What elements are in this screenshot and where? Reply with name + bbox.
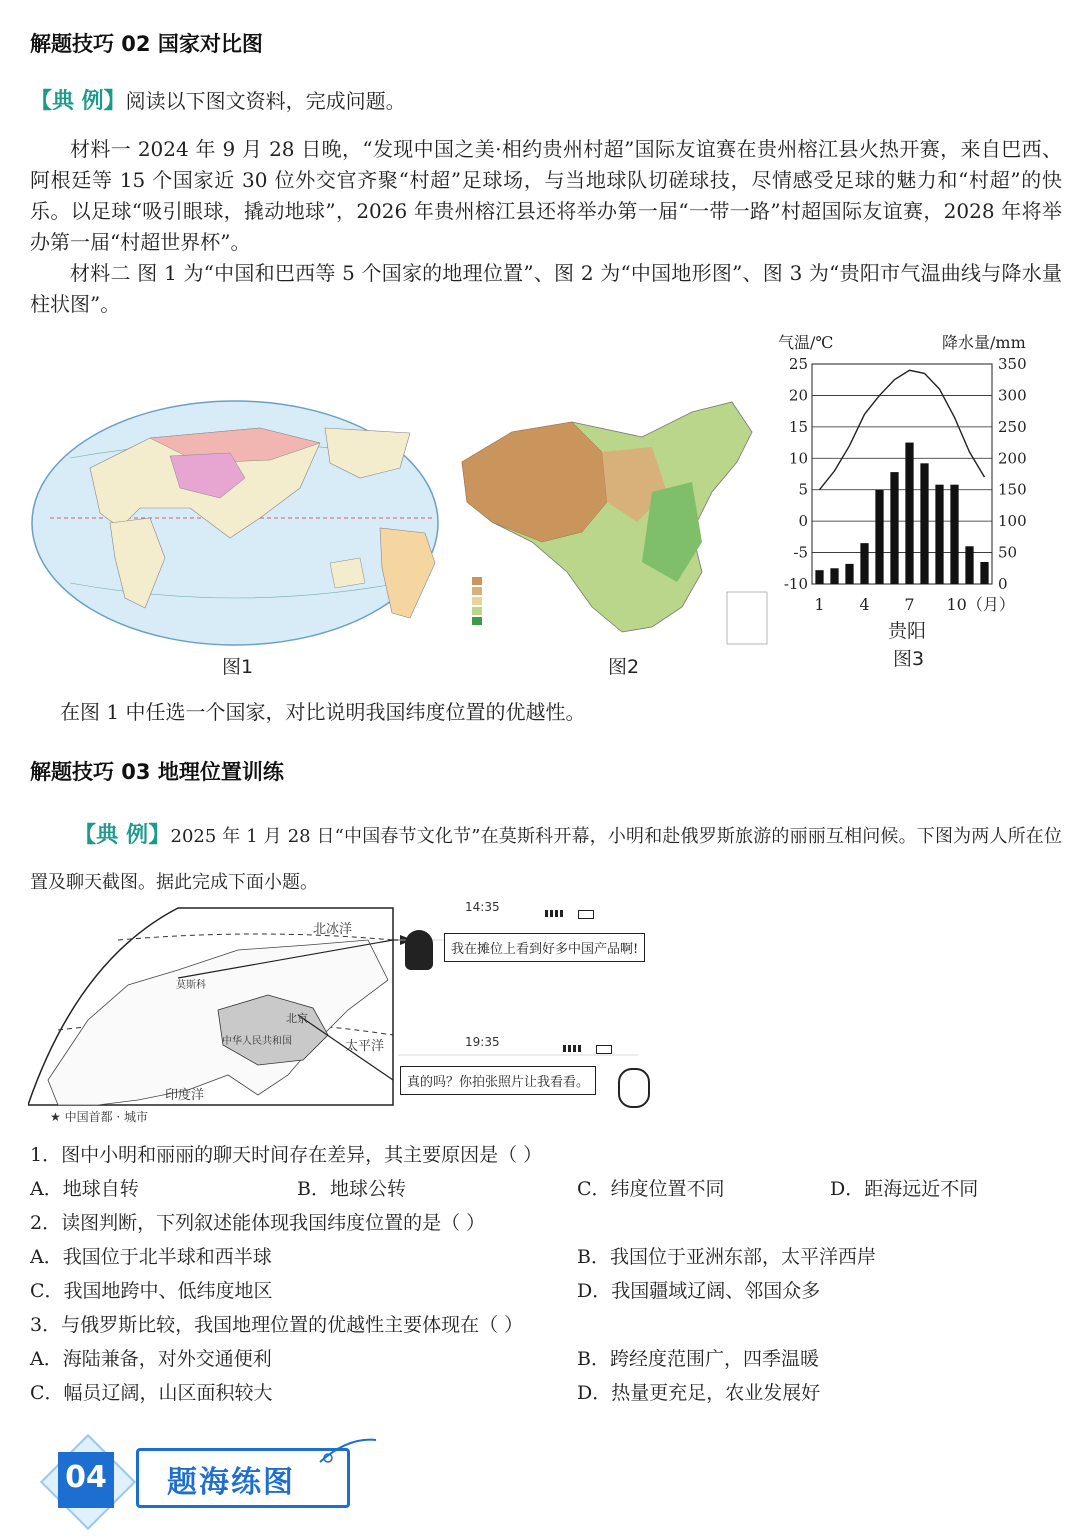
y-right-tick-label: 0: [998, 575, 1008, 593]
question-1-option-d[interactable]: D．距海远近不同: [830, 1178, 979, 1200]
x-tick-label: 1: [814, 595, 825, 614]
precipitation-bar: [935, 485, 943, 584]
map-legend: ★ 中国首都 · 城市: [50, 1110, 149, 1124]
x-tick-label: 4: [859, 595, 870, 614]
question-prompt: 在图 1 中任选一个国家，对比说明我国纬度位置的优越性。: [60, 700, 586, 724]
figure2-caption: 图2: [608, 656, 640, 678]
arctic-ocean-label: 北冰洋: [313, 922, 353, 937]
y-left-tick-label: 20: [788, 386, 808, 405]
figure3-city: 贵阳: [888, 620, 927, 642]
moscow-label: 莫斯科: [176, 980, 206, 991]
y-right-tick-label: 300: [998, 386, 1027, 405]
y-right-tick-label: 100: [998, 512, 1027, 531]
x-tick-label: 7: [904, 595, 915, 614]
figure3-climate-chart: [770, 330, 1050, 630]
precipitation-bar: [890, 472, 898, 584]
section-title-03: 解题技巧 03 地理位置训练: [30, 760, 284, 784]
question-2-stem: 2．读图判断，下列叙述能体现我国纬度位置的是（ ）: [30, 1212, 486, 1234]
chat1-message: 我在摊位上看到好多中国产品啊!: [444, 933, 645, 962]
example-intro: 【典 例】阅读以下图文资料，完成问题。: [30, 88, 406, 114]
y-right-tick-label: 250: [998, 417, 1027, 436]
example-intro-03: 【典 例】2025 年 1 月 28 日“中国春节文化节”在莫斯科开幕，小明和赴俄罗斯旅游的丽丽互相问候。下图为两人所在位置及聊天截图。据此完成下面小题。: [30, 822, 1062, 893]
signal-icon: [545, 910, 565, 917]
precipitation-bar: [860, 543, 868, 584]
china-label: 中华人民共和国: [222, 1036, 292, 1047]
footer-badge: [46, 1440, 126, 1520]
footer-number: 04: [65, 1460, 107, 1495]
y-right-tick-label: 50: [998, 543, 1018, 562]
precipitation-bar: [950, 485, 958, 584]
chat2-time: 19:35: [465, 1035, 500, 1049]
xiaoming-avatar: [618, 1068, 650, 1108]
question-3-option-d[interactable]: D．热量更充足，农业发展好: [577, 1382, 821, 1404]
precipitation-bar: [965, 546, 973, 584]
precipitation-bar: [920, 463, 928, 584]
footer-title: 题海练图: [167, 1465, 295, 1500]
figure2-china-terrain-map: [452, 392, 770, 650]
question-3-option-c[interactable]: C．幅员辽阔，山区面积较大: [30, 1382, 273, 1404]
signal-icon: [563, 1045, 583, 1052]
question-2-option-c[interactable]: C．我国地跨中、低纬度地区: [30, 1280, 273, 1302]
temperature-line: [820, 370, 985, 489]
y-left-tick-label: 25: [788, 355, 808, 373]
precipitation-bar: [905, 443, 913, 584]
question-3-option-a[interactable]: A．海陆兼备，对外交通便利: [30, 1348, 272, 1370]
y-left-tick-label: 10: [788, 449, 808, 468]
plot-frame: [812, 364, 992, 584]
question-1-option-b[interactable]: B．地球公转: [297, 1178, 406, 1200]
question-2-option-b[interactable]: B．我国位于亚洲东部，太平洋西岸: [577, 1246, 876, 1268]
material-two: 材料二 图 1 为“中国和巴西等 5 个国家的地理位置”、图 2 为“中国地形图”、图 3 为“贵阳市气温曲线与降水量柱状图”。: [30, 261, 1062, 316]
section-title-02: 解题技巧 02 国家对比图: [30, 32, 263, 56]
y-right-tick-label: 350: [998, 355, 1027, 373]
question-3-stem: 3．与俄罗斯比较，我国地理位置的优越性主要体现在（ ）: [30, 1314, 524, 1336]
figure1-caption: 图1: [222, 656, 254, 678]
figure3-caption: 图3: [893, 648, 925, 670]
question-2-option-d[interactable]: D．我国疆域辽阔、邻国众多: [577, 1280, 821, 1302]
chat2-message: 真的吗？你拍张照片让我看看。: [400, 1066, 596, 1095]
precipitation-bar: [830, 568, 838, 584]
question-2-option-a[interactable]: A．我国位于北半球和西半球: [30, 1246, 272, 1268]
precipitation-bar: [845, 564, 853, 584]
y-right-tick-label: 200: [998, 449, 1027, 468]
y-right-tick-label: 150: [998, 480, 1027, 499]
question-3-option-b[interactable]: B．跨经度范围广，四季温暖: [577, 1348, 819, 1370]
battery-icon: [596, 1045, 612, 1054]
y-left-tick-label: 15: [788, 417, 808, 436]
indian-ocean-label: 印度洋: [165, 1088, 205, 1103]
x-tick-label: 10（月）: [946, 595, 1015, 614]
y-axis-left-label: 气温/℃: [778, 333, 834, 352]
example-tag: 【典 例】: [30, 88, 126, 114]
lili-avatar: [405, 930, 433, 970]
battery-icon: [578, 910, 594, 919]
footer-swoosh-icon: [318, 1432, 378, 1472]
precipitation-bar: [980, 562, 988, 584]
figure1-world-map: [30, 398, 440, 648]
y-left-tick-label: -10: [783, 575, 808, 593]
pacific-ocean-label: 太平洋: [345, 1039, 385, 1054]
material-one: 材料一 2024 年 9 月 28 日晚，“发现中国之美·相约贵州村超”国际友谊赛在贵州榕江县火热开赛，来自巴西、阿根廷等 15 个国家近 30 位外交官齐聚“村超”足球场，与当地球队切磋球技，尽情感受足球的魅力和“村超”的快乐。以足球“吸引眼球，撬动地球”，2026 年贵州榕江县还将举办第一届“一带一路”村超国际友谊赛，2028 年将举办第一届“村超世界杯”。: [30, 137, 1062, 254]
y-left-tick-label: 0: [798, 512, 808, 531]
example-tag-03: 【典 例】: [74, 822, 171, 848]
y-left-tick-label: 5: [798, 480, 808, 499]
y-axis-right-label: 降水量/mm: [942, 333, 1026, 352]
question-1-option-a[interactable]: A．地球自转: [30, 1178, 139, 1200]
precipitation-bar: [815, 570, 823, 584]
precipitation-bar: [875, 490, 883, 584]
beijing-label: 北京: [286, 1012, 308, 1025]
question-1-stem: 1．图中小明和丽丽的聊天时间存在差异，其主要原因是（ ）: [30, 1144, 543, 1166]
question-1-option-c[interactable]: C．纬度位置不同: [577, 1178, 725, 1200]
chat1-time: 14:35: [465, 900, 500, 914]
y-left-tick-label: -5: [793, 543, 808, 562]
